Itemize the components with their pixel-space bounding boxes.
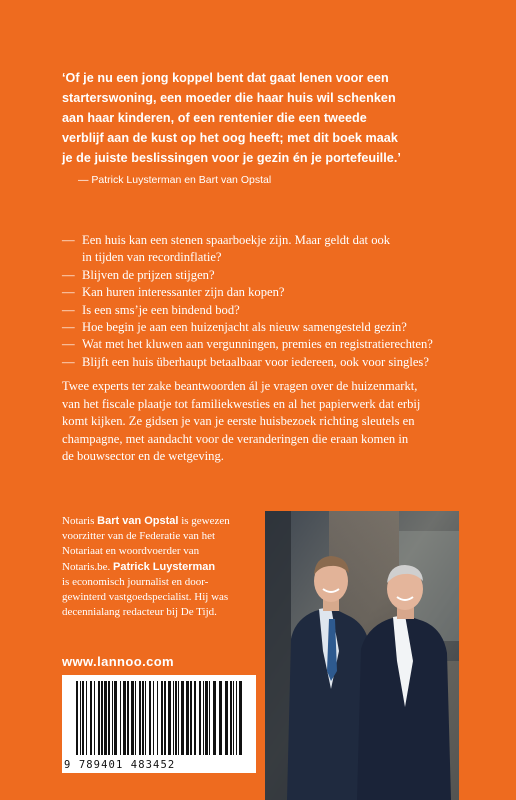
barcode-bar <box>86 681 87 755</box>
dash-bullet: — <box>62 302 75 317</box>
barcode-bar <box>194 681 196 755</box>
barcode-bar <box>98 681 100 755</box>
barcode-bar <box>239 681 242 755</box>
question-item <box>62 336 492 353</box>
question-text: Wat met het kluwen aan vergunningen, premies en registratierechten? <box>82 337 433 352</box>
bio-line: decennialang redacteur bij De Tijd. <box>62 606 217 619</box>
barcode-bar <box>82 681 84 755</box>
barcode-bar <box>131 681 134 755</box>
description-line: van het fiscale plaatje tot familiekwesties en al het papierwerk dat erbij <box>62 396 421 411</box>
author-name: Bart van Opstal <box>97 515 179 527</box>
barcode-bar <box>135 681 136 755</box>
description-line: de bouwsector en de wetgeving. <box>62 449 224 463</box>
dash-bullet: — <box>62 285 75 300</box>
barcode-bar <box>108 681 110 755</box>
barcode-bar <box>199 681 201 755</box>
bio-line: is economisch journalist en door- <box>62 575 209 588</box>
barcode-bar <box>225 681 228 755</box>
question-text: in tijden van recordinflatie? <box>82 250 222 265</box>
bio-line: gewinterd vastgoedspecialist. Hij was <box>62 591 229 604</box>
quote-line: verblijf aan de kust op het oog heeft; met dit boek maak <box>62 131 398 145</box>
author-photo <box>265 511 459 800</box>
question-item <box>62 302 492 319</box>
publisher-website: www.lannoo.com <box>62 654 175 669</box>
barcode-bar <box>175 681 177 755</box>
barcode-bar <box>142 681 144 755</box>
dash-bullet: — <box>62 233 75 247</box>
bio-text: Notaris.be. <box>62 560 114 573</box>
quote-line: je de juiste beslissingen voor je gezin én je portefeuille.’ <box>62 151 401 165</box>
authors-portrait-image <box>265 511 459 800</box>
barcode-bar <box>236 681 237 755</box>
bio-text: Notaris <box>62 515 98 527</box>
isbn-barcode <box>62 675 256 773</box>
barcode-bar <box>80 681 81 755</box>
bio-line <box>62 514 262 529</box>
barcode-bar <box>219 681 222 755</box>
author-name: Patrick Luysterman <box>113 560 216 573</box>
quote-line: starterswoning, een moeder die haar huis wil schenken <box>62 91 396 105</box>
bio-text: is gewezen <box>178 515 230 527</box>
barcode-bar <box>101 681 103 755</box>
quote-line: ‘Of je nu een jong koppel bent dat gaat lenen voor een <box>62 71 389 85</box>
barcode-bar <box>164 681 166 755</box>
barcode-bar <box>168 681 171 755</box>
barcode-bar <box>94 681 95 755</box>
bio-line: voorzitter van de Federatie van het <box>62 530 216 543</box>
barcode-bar <box>123 681 126 755</box>
barcode-bar <box>112 681 113 755</box>
barcode-bar <box>145 681 146 755</box>
barcode-bar <box>104 681 107 755</box>
question-text: Blijft een huis überhaupt betaalbaar voor iedereen, ook voor singles? <box>82 354 429 369</box>
barcode-bar <box>127 681 129 755</box>
barcode-bar <box>139 681 141 755</box>
barcode-bar <box>90 681 92 755</box>
dash-bullet: — <box>62 267 75 282</box>
barcode-bar <box>157 681 158 755</box>
question-text: Hoe begin je aan een huizenjacht als nieuw samengesteld gezin? <box>82 320 407 335</box>
author-bio <box>62 514 262 620</box>
barcode-bar <box>230 681 232 755</box>
barcode-bar <box>203 681 204 755</box>
question-text: Blijven de prijzen stijgen? <box>82 267 215 282</box>
barcode-bar <box>161 681 163 755</box>
question-item <box>62 319 492 336</box>
bio-line: Notariaat en woordvoerder van <box>62 545 200 558</box>
barcode-bar <box>76 681 78 755</box>
dash-bullet: — <box>62 337 75 352</box>
barcode-bar <box>153 681 154 755</box>
barcode-bar <box>149 681 151 755</box>
barcode-bar <box>213 681 216 755</box>
question-item <box>62 267 492 284</box>
barcode-bar <box>233 681 234 755</box>
pull-quote <box>62 68 482 168</box>
quote-attribution: — Patrick Luysterman en Bart van Opstal <box>78 174 272 186</box>
barcode-bar <box>173 681 174 755</box>
dash-bullet: — <box>62 320 75 335</box>
bio-line <box>62 560 262 575</box>
question-list <box>62 232 492 371</box>
isbn-number: 9 789401 483452 <box>64 759 176 771</box>
quote-line: aan haar kinderen, of een rentenier die een tweede <box>62 111 367 125</box>
book-description <box>62 378 482 466</box>
barcode-bar <box>209 681 210 755</box>
question-text: Is een sms’je een bindend bod? <box>82 302 240 317</box>
barcode-bar <box>190 681 192 755</box>
barcode-bar <box>186 681 189 755</box>
question-item <box>62 354 492 371</box>
question-item <box>62 284 492 301</box>
barcode-bar <box>120 681 121 755</box>
barcode-bar <box>178 681 179 755</box>
description-line: champagne, met aandacht voor de veranderingen die eraan komen in <box>62 431 409 446</box>
question-text: Kan huren interessanter zijn dan kopen? <box>82 285 285 300</box>
question-text: Een huis kan een stenen spaarboekje zijn. Maar geldt dat ook <box>82 233 391 247</box>
barcode-bar <box>181 681 184 755</box>
description-line: komt kijken. Ze gidsen je van je eerste huisbezoek richting sleutels en <box>62 414 415 428</box>
barcode-bar <box>114 681 117 755</box>
description-line: Twee experts ter zake beantwoorden ál je vragen over de huizenmarkt, <box>62 379 418 393</box>
barcode-bar <box>205 681 208 755</box>
dash-bullet: — <box>62 354 75 369</box>
question-item <box>62 232 492 267</box>
